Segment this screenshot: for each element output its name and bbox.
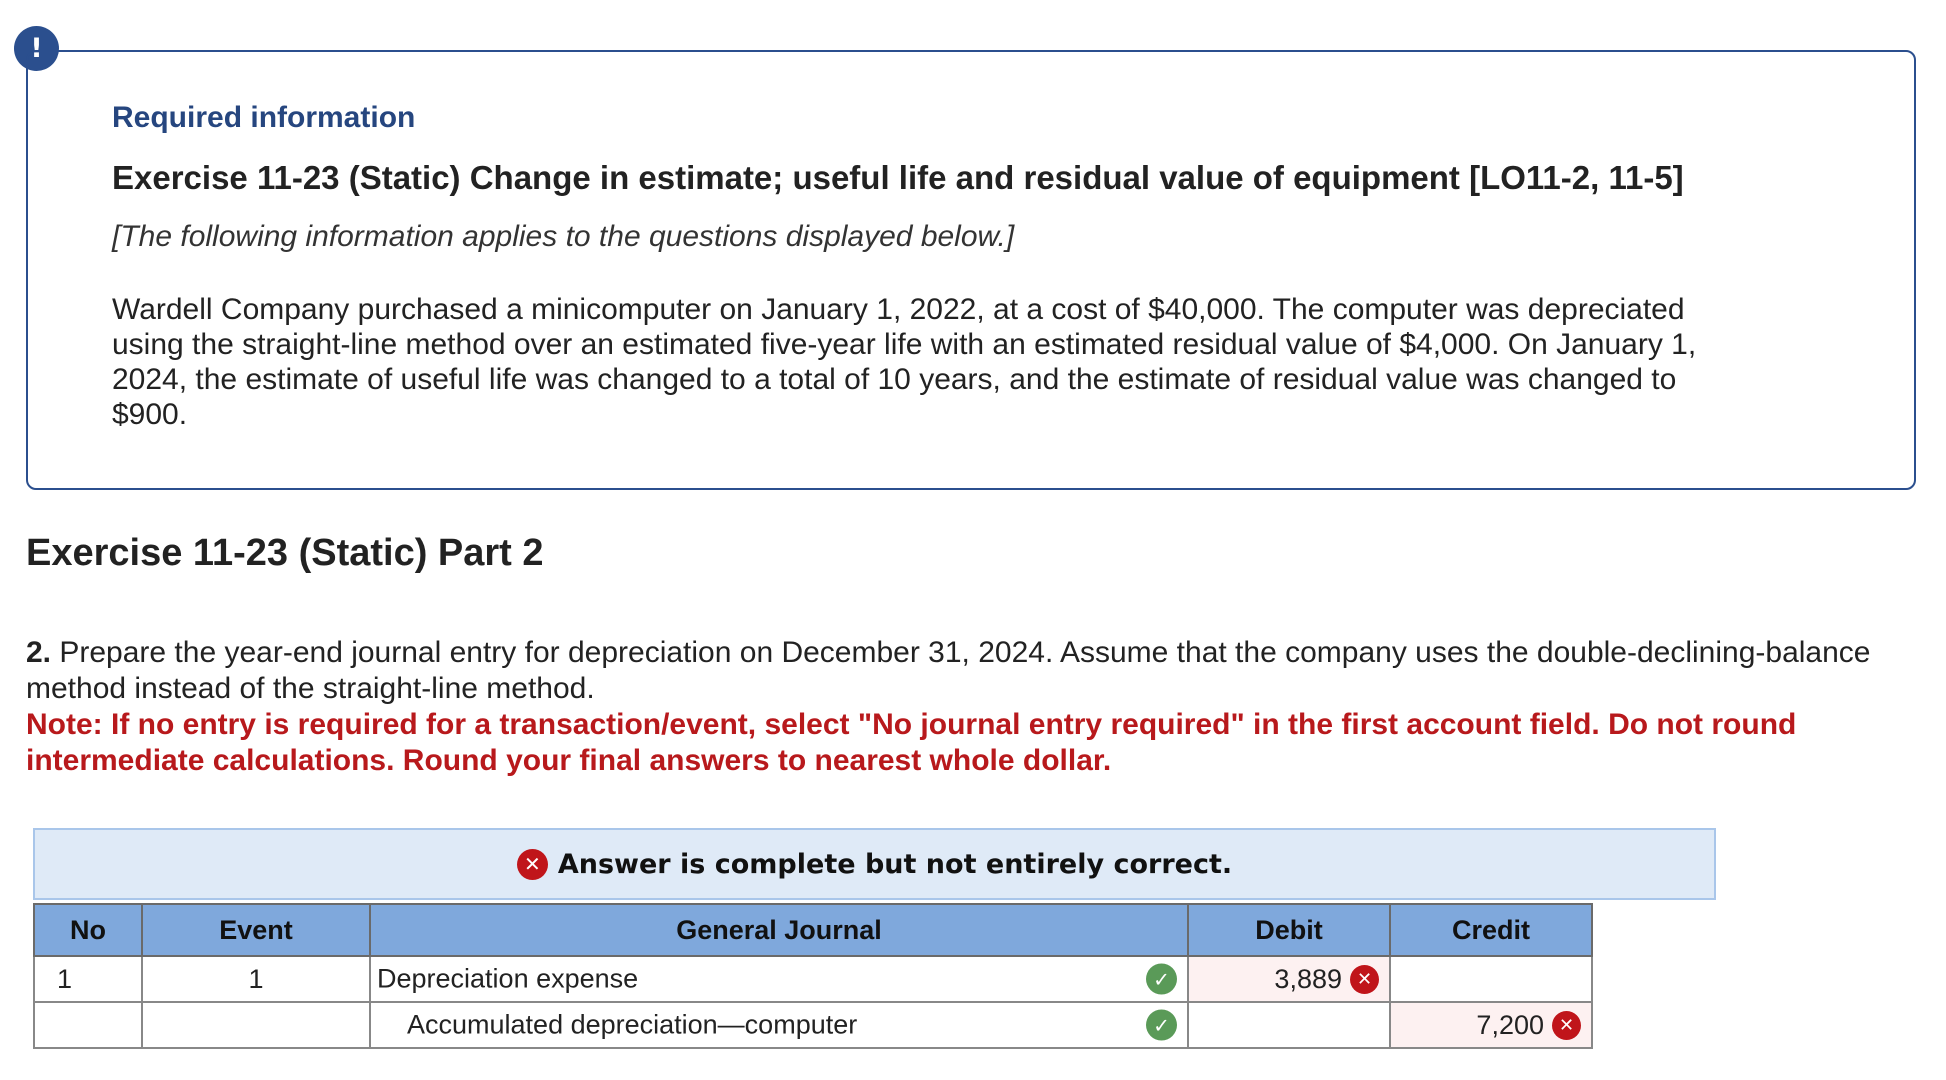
applies-note: [The following information applies to the questions displayed below.] bbox=[112, 220, 1015, 253]
header-credit: Credit bbox=[1390, 904, 1592, 956]
result-banner-text: Answer is complete but not entirely correct. bbox=[557, 848, 1233, 880]
row-event: 1 bbox=[142, 956, 370, 1002]
question-body: Prepare the year-end journal entry for depreciation on December 31, 2024. Assume that the company uses the double-declining-balance method instead of the straight-line method. bbox=[26, 636, 1871, 705]
journal-header-row bbox=[34, 904, 1592, 956]
debit-amount: 3,889 bbox=[1274, 963, 1342, 994]
row-event bbox=[142, 1002, 370, 1048]
credit-amount: 7,200 bbox=[1476, 1009, 1544, 1040]
header-debit: Debit bbox=[1188, 904, 1390, 956]
scenario-line: 2024, the estimate of useful life was changed to a total of 10 years, and the estimate of residual value was changed to bbox=[112, 363, 1677, 396]
check-icon: ✓ bbox=[1146, 964, 1177, 995]
table-row bbox=[34, 956, 1592, 1002]
exclamation-icon: ! bbox=[14, 26, 59, 71]
result-banner bbox=[33, 828, 1716, 900]
credit-field[interactable] bbox=[1390, 1002, 1592, 1048]
scenario-line: using the straight-line method over an estimated five-year life with an estimated residual value of $4,000. On January 1, bbox=[112, 328, 1697, 361]
header-no: No bbox=[34, 904, 142, 956]
account-name: Depreciation expense bbox=[377, 963, 639, 994]
header-event: Event bbox=[142, 904, 370, 956]
debit-field[interactable] bbox=[1188, 956, 1390, 1002]
row-no bbox=[34, 1002, 142, 1048]
scenario-line: Wardell Company purchased a minicomputer on January 1, 2022, at a cost of $40,000. The computer was depreciated bbox=[112, 293, 1685, 326]
part-title: Exercise 11-23 (Static) Part 2 bbox=[26, 532, 544, 574]
table-row bbox=[34, 1002, 1592, 1048]
question-number: 2. bbox=[26, 636, 52, 669]
question-text bbox=[26, 635, 1896, 707]
x-icon: ✕ bbox=[1552, 1011, 1581, 1040]
header-general-journal: General Journal bbox=[370, 904, 1188, 956]
account-field[interactable] bbox=[370, 956, 1188, 1002]
x-icon: ✕ bbox=[517, 849, 548, 880]
x-icon: ✕ bbox=[1350, 965, 1379, 994]
instruction-note: Note: If no entry is required for a transaction/event, select "No journal entry required" in the first account field. Do not round intermediate calculations. Round your final answers to nearest whole dollar. bbox=[26, 708, 1797, 777]
scenario-line: $900. bbox=[112, 398, 188, 431]
credit-field[interactable] bbox=[1390, 956, 1592, 1002]
scenario-text bbox=[112, 292, 1812, 432]
journal-table bbox=[33, 903, 1593, 1049]
account-field[interactable] bbox=[370, 1002, 1188, 1048]
account-name: Accumulated depreciation—computer bbox=[407, 1009, 858, 1040]
debit-field[interactable] bbox=[1188, 1002, 1390, 1048]
check-icon: ✓ bbox=[1146, 1010, 1177, 1041]
required-information-heading: Required information bbox=[112, 101, 416, 134]
exercise-title: Exercise 11-23 (Static) Change in estimate; useful life and residual value of equipment [LO11-2, 11-5] bbox=[112, 159, 1684, 196]
row-no: 1 bbox=[34, 956, 142, 1002]
